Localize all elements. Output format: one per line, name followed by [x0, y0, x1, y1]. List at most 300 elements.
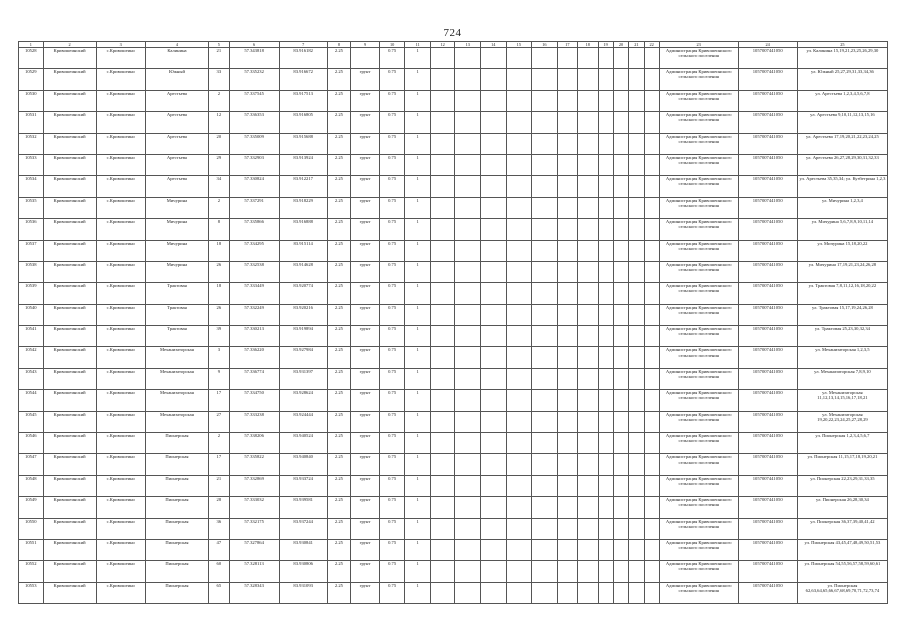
empty-cell: [430, 368, 455, 389]
empty-cell: [557, 176, 577, 197]
volume-cell: 0.75: [379, 539, 405, 560]
empty-cell: [598, 539, 613, 560]
table-row: [19, 261, 888, 282]
surface-cell: грунт: [351, 368, 380, 389]
empty-cell: [455, 390, 481, 411]
settlement-cell: с.Кривошеино: [96, 69, 145, 90]
owner-cell: Администрация Кривошеинского сельского поселения: [659, 561, 738, 582]
empty-cell: [532, 368, 558, 389]
empty-cell: [506, 283, 532, 304]
volume-cell: 0.75: [379, 219, 405, 240]
settlement-cell: с.Кривошеино: [96, 154, 145, 175]
empty-cell: [613, 347, 628, 368]
district-cell: Кривошеинский: [43, 539, 96, 560]
waste-sources-cell: ул. Трактовая 7,8,11,12,16,18,20,22: [797, 283, 887, 304]
empty-cell: [481, 133, 507, 154]
volume-cell: 0.75: [379, 176, 405, 197]
empty-cell: [455, 539, 481, 560]
record-number: 10529: [19, 69, 44, 90]
inn-cell: 1057007441050: [738, 433, 797, 454]
empty-cell: [644, 240, 659, 261]
district-cell: Кривошеинский: [43, 240, 96, 261]
area-cell: 2.25: [327, 261, 351, 282]
latitude-cell: 57.335822: [229, 454, 279, 475]
empty-cell: [629, 390, 644, 411]
volume-cell: 0.75: [379, 304, 405, 325]
district-cell: Кривошеинский: [43, 433, 96, 454]
waste-sources-cell: ул. Пионерская 54,55,56,57,58,59,60,61: [797, 561, 887, 582]
inn-cell: 1057007441050: [738, 518, 797, 539]
empty-cell: [481, 454, 507, 475]
container-count-cell: 1: [405, 582, 431, 603]
empty-cell: [629, 240, 644, 261]
empty-cell: [430, 219, 455, 240]
column-number: 10: [379, 42, 405, 48]
empty-cell: [532, 326, 558, 347]
waste-sources-cell: ул. Калинина 15,19,21,23,25,26,29,30: [797, 48, 887, 69]
area-cell: 2.25: [327, 411, 351, 432]
volume-cell: 0.75: [379, 518, 405, 539]
waste-sources-cell: ул. Пионерская 62,63,64,65,66,67,68,69,70,71,72,73,74: [797, 582, 887, 603]
house-cell: 2: [209, 197, 229, 218]
empty-cell: [455, 497, 481, 518]
area-cell: 2.25: [327, 390, 351, 411]
record-number: 10552: [19, 561, 44, 582]
empty-cell: [455, 433, 481, 454]
table-row: [19, 497, 888, 518]
empty-cell: [481, 561, 507, 582]
empty-cell: [578, 48, 598, 69]
house-cell: 12: [209, 112, 229, 133]
volume-cell: 0.75: [379, 582, 405, 603]
container-count-cell: 1: [405, 561, 431, 582]
area-cell: 2.25: [327, 518, 351, 539]
district-cell: Кривошеинский: [43, 304, 96, 325]
empty-cell: [430, 133, 455, 154]
surface-cell: грунт: [351, 176, 380, 197]
container-count-cell: 1: [405, 433, 431, 454]
district-cell: Кривошеинский: [43, 390, 96, 411]
empty-cell: [629, 261, 644, 282]
area-cell: 2.25: [327, 454, 351, 475]
latitude-cell: 57.336353: [229, 112, 279, 133]
empty-cell: [578, 582, 598, 603]
owner-cell: Администрация Кривошеинского сельского поселения: [659, 497, 738, 518]
volume-cell: 0.75: [379, 133, 405, 154]
empty-cell: [629, 154, 644, 175]
empty-cell: [598, 347, 613, 368]
empty-cell: [598, 411, 613, 432]
empty-cell: [613, 261, 628, 282]
empty-cell: [644, 561, 659, 582]
column-number: 8: [327, 42, 351, 48]
owner-cell: Администрация Кривошеинского сельского поселения: [659, 90, 738, 111]
volume-cell: 0.75: [379, 261, 405, 282]
empty-cell: [629, 347, 644, 368]
record-number: 10534: [19, 176, 44, 197]
empty-cell: [532, 48, 558, 69]
empty-cell: [455, 69, 481, 90]
table-row: [19, 454, 888, 475]
column-number: 21: [629, 42, 644, 48]
latitude-cell: 57.338206: [229, 433, 279, 454]
longitude-cell: 83.919894: [279, 326, 327, 347]
table-row: [19, 69, 888, 90]
owner-cell: Администрация Кривошеинского сельского поселения: [659, 219, 738, 240]
settlement-cell: с.Кривошеино: [96, 48, 145, 69]
longitude-cell: 83.939581: [279, 497, 327, 518]
longitude-cell: 83.933724: [279, 475, 327, 496]
inn-cell: 1057007441050: [738, 497, 797, 518]
container-count-cell: 1: [405, 240, 431, 261]
empty-cell: [629, 304, 644, 325]
empty-cell: [644, 283, 659, 304]
empty-cell: [557, 219, 577, 240]
street-cell: Пионерская: [145, 475, 208, 496]
empty-cell: [557, 454, 577, 475]
empty-cell: [430, 411, 455, 432]
empty-cell: [578, 261, 598, 282]
street-cell: Механизаторская: [145, 347, 208, 368]
container-count-cell: 1: [405, 219, 431, 240]
house-cell: 39: [209, 326, 229, 347]
settlement-cell: с.Кривошеино: [96, 497, 145, 518]
latitude-cell: 57.343818: [229, 48, 279, 69]
empty-cell: [532, 240, 558, 261]
longitude-cell: 83.917513: [279, 90, 327, 111]
waste-sources-cell: ул. Пионерская 43,45,47,48,49,50,51,53: [797, 539, 887, 560]
empty-cell: [455, 240, 481, 261]
empty-cell: [506, 497, 532, 518]
latitude-cell: 57.334750: [229, 390, 279, 411]
latitude-cell: 57.335232: [229, 69, 279, 90]
empty-cell: [532, 133, 558, 154]
container-count-cell: 1: [405, 347, 431, 368]
table-row: [19, 433, 888, 454]
empty-cell: [430, 497, 455, 518]
longitude-cell: 83.918229: [279, 197, 327, 218]
empty-cell: [532, 411, 558, 432]
record-number: 10547: [19, 454, 44, 475]
empty-cell: [613, 133, 628, 154]
record-number: 10542: [19, 347, 44, 368]
latitude-cell: 57.330213: [229, 326, 279, 347]
house-cell: 3: [209, 347, 229, 368]
waste-sources-cell: ул. Южный 25,27,29,31,33,34,36: [797, 69, 887, 90]
empty-cell: [455, 133, 481, 154]
empty-cell: [481, 48, 507, 69]
column-number: 16: [532, 42, 558, 48]
container-count-cell: 1: [405, 112, 431, 133]
street-cell: Мичурина: [145, 197, 208, 218]
street-cell: Пионерская: [145, 582, 208, 603]
house-cell: 18: [209, 283, 229, 304]
area-cell: 2.25: [327, 368, 351, 389]
empty-cell: [613, 90, 628, 111]
empty-cell: [557, 582, 577, 603]
district-cell: Кривошеинский: [43, 582, 96, 603]
container-count-cell: 1: [405, 539, 431, 560]
empty-cell: [430, 69, 455, 90]
surface-cell: грунт: [351, 219, 380, 240]
empty-cell: [532, 433, 558, 454]
house-cell: 9: [209, 368, 229, 389]
volume-cell: 0.75: [379, 48, 405, 69]
settlement-cell: с.Кривошеино: [96, 454, 145, 475]
volume-cell: 0.75: [379, 90, 405, 111]
surface-cell: грунт: [351, 347, 380, 368]
inn-cell: 1057007441050: [738, 240, 797, 261]
empty-cell: [578, 390, 598, 411]
container-count-cell: 1: [405, 326, 431, 347]
empty-cell: [578, 539, 598, 560]
inn-cell: 1057007441050: [738, 154, 797, 175]
empty-cell: [506, 539, 532, 560]
empty-cell: [613, 283, 628, 304]
container-count-cell: 1: [405, 48, 431, 69]
empty-cell: [557, 69, 577, 90]
surface-cell: грунт: [351, 475, 380, 496]
empty-cell: [598, 368, 613, 389]
column-number: 6: [229, 42, 279, 48]
settlement-cell: с.Кривошеино: [96, 283, 145, 304]
empty-cell: [629, 219, 644, 240]
empty-cell: [598, 561, 613, 582]
empty-cell: [644, 197, 659, 218]
waste-sources-cell: ул. Трактовая 25,23,30,32,34: [797, 326, 887, 347]
empty-cell: [578, 112, 598, 133]
inn-cell: 1057007441050: [738, 411, 797, 432]
inn-cell: 1057007441050: [738, 475, 797, 496]
container-count-cell: 1: [405, 90, 431, 111]
record-number: 10539: [19, 283, 44, 304]
column-number: 25: [797, 42, 887, 48]
empty-cell: [532, 304, 558, 325]
empty-cell: [455, 283, 481, 304]
settlement-cell: с.Кривошеино: [96, 219, 145, 240]
column-number: 19: [598, 42, 613, 48]
record-number: 10538: [19, 261, 44, 282]
empty-cell: [506, 133, 532, 154]
empty-cell: [644, 347, 659, 368]
empty-cell: [613, 176, 628, 197]
record-number: 10530: [19, 90, 44, 111]
latitude-cell: 57.332538: [229, 261, 279, 282]
empty-cell: [578, 283, 598, 304]
empty-cell: [481, 197, 507, 218]
empty-cell: [506, 261, 532, 282]
column-number: 22: [644, 42, 659, 48]
empty-cell: [644, 475, 659, 496]
empty-cell: [455, 411, 481, 432]
empty-cell: [578, 368, 598, 389]
empty-cell: [506, 48, 532, 69]
street-cell: Мичурина: [145, 261, 208, 282]
empty-cell: [557, 283, 577, 304]
container-count-cell: 1: [405, 69, 431, 90]
longitude-cell: 83.940524: [279, 433, 327, 454]
waste-sources-cell: ул. Мичурина 5,6,7,8,9,10,11,14: [797, 219, 887, 240]
surface-cell: грунт: [351, 69, 380, 90]
street-cell: Пионерская: [145, 518, 208, 539]
area-cell: 2.25: [327, 133, 351, 154]
empty-cell: [532, 347, 558, 368]
empty-cell: [578, 197, 598, 218]
inn-cell: 1057007441050: [738, 112, 797, 133]
empty-cell: [506, 154, 532, 175]
surface-cell: грунт: [351, 582, 380, 603]
empty-cell: [578, 69, 598, 90]
table-row: [19, 390, 888, 411]
street-cell: Пионерская: [145, 561, 208, 582]
owner-cell: Администрация Кривошеинского сельского поселения: [659, 539, 738, 560]
latitude-cell: 57.328113: [229, 561, 279, 582]
empty-cell: [613, 197, 628, 218]
surface-cell: грунт: [351, 497, 380, 518]
street-cell: Механизаторская: [145, 368, 208, 389]
empty-cell: [629, 518, 644, 539]
owner-cell: Администрация Кривошеинского сельского поселения: [659, 475, 738, 496]
inn-cell: 1057007441050: [738, 48, 797, 69]
empty-cell: [430, 454, 455, 475]
column-number: 1: [19, 42, 44, 48]
owner-cell: Администрация Кривошеинского сельского поселения: [659, 133, 738, 154]
empty-cell: [578, 326, 598, 347]
district-cell: Кривошеинский: [43, 261, 96, 282]
area-cell: 2.25: [327, 154, 351, 175]
container-count-cell: 1: [405, 454, 431, 475]
longitude-cell: 83.931397: [279, 368, 327, 389]
empty-cell: [598, 219, 613, 240]
empty-cell: [613, 154, 628, 175]
surface-cell: грунт: [351, 133, 380, 154]
empty-cell: [629, 454, 644, 475]
container-count-cell: 1: [405, 518, 431, 539]
owner-cell: Администрация Кривошеинского сельского поселения: [659, 433, 738, 454]
settlement-cell: с.Кривошеино: [96, 326, 145, 347]
empty-cell: [613, 561, 628, 582]
settlement-cell: с.Кривошеино: [96, 347, 145, 368]
empty-cell: [430, 261, 455, 282]
area-cell: 2.25: [327, 240, 351, 261]
settlement-cell: с.Кривошеино: [96, 197, 145, 218]
empty-cell: [506, 347, 532, 368]
empty-cell: [430, 240, 455, 261]
empty-cell: [613, 390, 628, 411]
column-number: 3: [96, 42, 145, 48]
owner-cell: Администрация Кривошеинского сельского поселения: [659, 304, 738, 325]
empty-cell: [629, 69, 644, 90]
record-number: 10551: [19, 539, 44, 560]
empty-cell: [532, 539, 558, 560]
owner-cell: Администрация Кривошеинского сельского поселения: [659, 368, 738, 389]
column-number: 18: [578, 42, 598, 48]
empty-cell: [481, 304, 507, 325]
area-cell: 2.25: [327, 69, 351, 90]
inn-cell: 1057007441050: [738, 304, 797, 325]
empty-cell: [644, 176, 659, 197]
empty-cell: [506, 368, 532, 389]
empty-cell: [455, 582, 481, 603]
area-cell: 2.25: [327, 326, 351, 347]
container-count-cell: 1: [405, 133, 431, 154]
district-cell: Кривошеинский: [43, 326, 96, 347]
area-cell: 2.25: [327, 112, 351, 133]
surface-cell: грунт: [351, 411, 380, 432]
district-cell: Кривошеинский: [43, 368, 96, 389]
settlement-cell: с.Кривошеино: [96, 390, 145, 411]
house-cell: 27: [209, 411, 229, 432]
latitude-cell: 57.336774: [229, 368, 279, 389]
empty-cell: [644, 304, 659, 325]
district-cell: Кривошеинский: [43, 454, 96, 475]
longitude-cell: 83.915114: [279, 240, 327, 261]
empty-cell: [629, 326, 644, 347]
empty-cell: [644, 261, 659, 282]
empty-cell: [430, 390, 455, 411]
house-cell: 17: [209, 390, 229, 411]
inn-cell: 1057007441050: [738, 390, 797, 411]
owner-cell: Администрация Кривошеинского сельского поселения: [659, 48, 738, 69]
empty-cell: [578, 304, 598, 325]
record-number: 10537: [19, 240, 44, 261]
empty-cell: [532, 582, 558, 603]
empty-cell: [629, 283, 644, 304]
empty-cell: [644, 433, 659, 454]
empty-cell: [506, 454, 532, 475]
volume-cell: 0.75: [379, 112, 405, 133]
column-number: 17: [557, 42, 577, 48]
empty-cell: [644, 90, 659, 111]
surface-cell: грунт: [351, 304, 380, 325]
empty-cell: [557, 133, 577, 154]
longitude-cell: 83.912217: [279, 176, 327, 197]
empty-cell: [532, 176, 558, 197]
inn-cell: 1057007441050: [738, 326, 797, 347]
empty-cell: [598, 133, 613, 154]
empty-cell: [506, 390, 532, 411]
empty-cell: [557, 326, 577, 347]
empty-cell: [598, 69, 613, 90]
empty-cell: [578, 154, 598, 175]
area-cell: 2.25: [327, 176, 351, 197]
empty-cell: [430, 283, 455, 304]
empty-cell: [532, 518, 558, 539]
district-cell: Кривошеинский: [43, 69, 96, 90]
latitude-cell: 57.332903: [229, 154, 279, 175]
empty-cell: [557, 433, 577, 454]
inn-cell: 1057007441050: [738, 69, 797, 90]
owner-cell: Администрация Кривошеинского сельского поселения: [659, 197, 738, 218]
empty-cell: [481, 90, 507, 111]
record-number: 10544: [19, 390, 44, 411]
empty-cell: [629, 475, 644, 496]
settlement-cell: с.Кривошеино: [96, 433, 145, 454]
empty-cell: [481, 475, 507, 496]
street-cell: Арестьева: [145, 154, 208, 175]
empty-cell: [598, 475, 613, 496]
empty-cell: [506, 240, 532, 261]
waste-sources-cell: ул. Пионерская 36,37,39,40,41,42: [797, 518, 887, 539]
area-cell: 2.25: [327, 347, 351, 368]
waste-sources-cell: ул. Арестьева 35,35,34; ул. Кузбетрина 1,2,3: [797, 176, 887, 197]
empty-cell: [629, 539, 644, 560]
surface-cell: грунт: [351, 433, 380, 454]
container-count-cell: 1: [405, 475, 431, 496]
area-cell: 2.25: [327, 283, 351, 304]
container-count-cell: 1: [405, 390, 431, 411]
longitude-cell: 83.916182: [279, 48, 327, 69]
